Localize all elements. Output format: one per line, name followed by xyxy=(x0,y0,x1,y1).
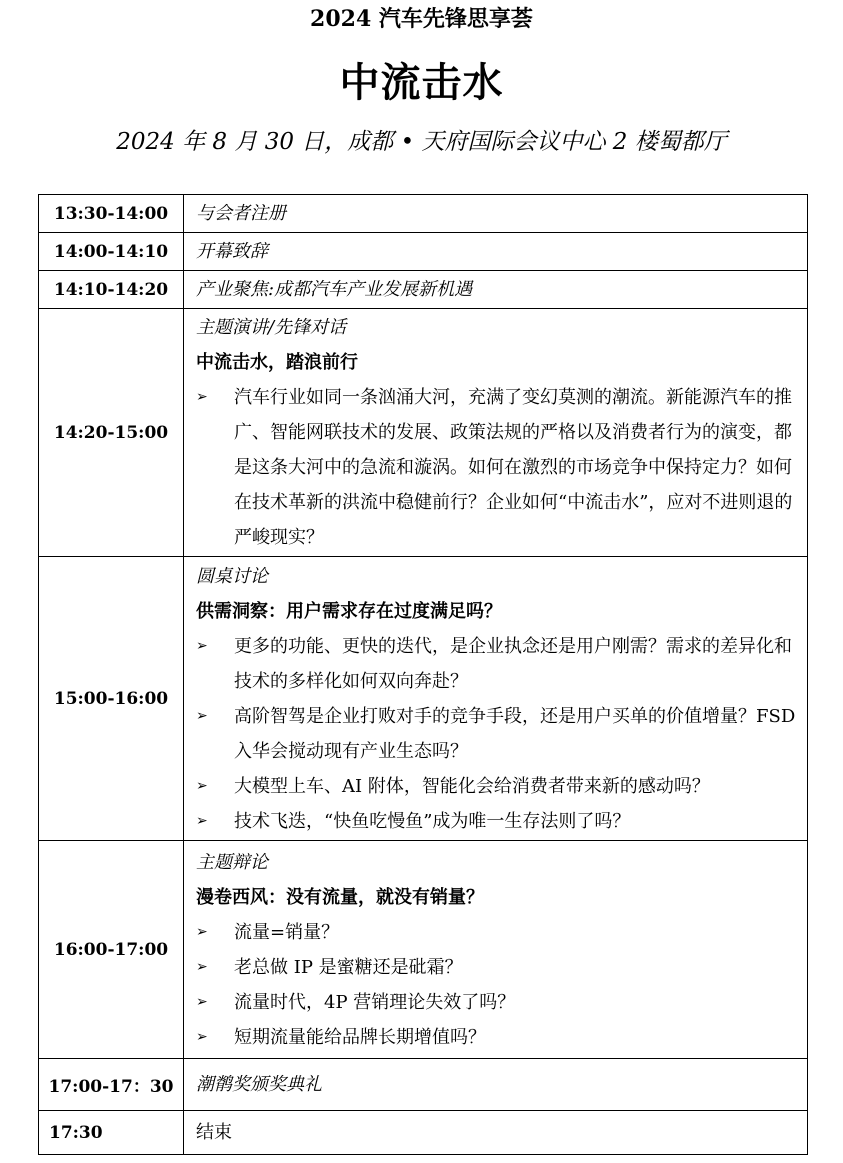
agenda-item-label xyxy=(184,1111,808,1155)
agenda-session xyxy=(184,309,808,557)
agenda-time: 17:30 xyxy=(39,1111,184,1155)
agenda-item-label xyxy=(184,271,808,309)
bullet-item xyxy=(196,950,799,985)
bullet-text: 高阶智驾是企业打败对手的竞争手段，还是用户买单的价值增量？FSD 入华会搅动现有产业生态吗？ xyxy=(234,705,796,762)
agenda-session xyxy=(184,841,808,1059)
arrow-bullet-icon: ➢ xyxy=(196,707,208,724)
bullet-item xyxy=(196,985,799,1020)
bullet-item xyxy=(196,699,799,769)
bullet-item xyxy=(196,769,799,804)
session-type: 主题辩论 xyxy=(196,851,268,873)
arrow-bullet-icon: ➢ xyxy=(196,993,208,1010)
arrow-bullet-icon: ➢ xyxy=(196,1028,208,1045)
agenda-item-label xyxy=(184,195,808,233)
agenda-row xyxy=(39,195,808,233)
agenda-row xyxy=(39,841,808,1059)
bullet-item xyxy=(196,915,799,950)
agenda-time: 15:00-16:00 xyxy=(39,557,184,841)
arrow-bullet-icon: ➢ xyxy=(196,958,208,975)
session-topic: 中流击水，踏浪前行 xyxy=(196,352,358,373)
bullet-item xyxy=(196,804,799,839)
arrow-bullet-icon: ➢ xyxy=(196,389,208,405)
bullet-item xyxy=(196,629,799,699)
agenda-label-text: 与会者注册 xyxy=(196,203,286,224)
agenda-row xyxy=(39,309,808,557)
agenda-label-text: 潮鹡奖颁奖典礼 xyxy=(196,1074,322,1095)
agenda-time: 14:20-15:00 xyxy=(39,309,184,557)
session-topic: 供需洞察：用户需求存在过度满足吗？ xyxy=(196,600,502,622)
bullet-item xyxy=(196,380,799,555)
bullet-text: 流量=销量？ xyxy=(234,921,340,943)
agenda-item-label xyxy=(184,1059,808,1111)
agenda-label-text: 产业聚焦:成都汽车产业发展新机遇 xyxy=(196,279,473,300)
bullet-text: 汽车行业如同一条汹涌大河，充满了变幻莫测的潮流。新能源汽车的推广、智能网联技术的发展、政策法规的严格以及消费者行为的演变，都是这条大河中的急流和漩涡。如何在激烈的市场竞争中保持定力？如何在技术革新的洪流中稳健前行？企业如何“中流击水”，应对不进则退的严峻现实？ xyxy=(234,387,793,548)
agenda-time: 14:10-14:20 xyxy=(39,271,184,309)
agenda-table xyxy=(38,194,808,1155)
bullet-text: 老总做 IP 是蜜糖还是砒霜？ xyxy=(234,956,463,978)
agenda-time: 16:00-17:00 xyxy=(39,841,184,1059)
agenda-item-label xyxy=(184,233,808,271)
arrow-bullet-icon: ➢ xyxy=(196,777,208,794)
bullet-item xyxy=(196,1020,799,1055)
agenda-label-text: 开幕致辞 xyxy=(196,241,268,262)
agenda-row xyxy=(39,1111,808,1155)
agenda-row xyxy=(39,271,808,309)
event-supertitle: 2024 汽车先锋思享荟 xyxy=(310,6,533,32)
session-topic: 漫卷西风：没有流量，就没有销量？ xyxy=(196,886,484,908)
agenda-row xyxy=(39,233,808,271)
agenda-label-text: 结束 xyxy=(196,1122,232,1143)
session-type: 圆桌讨论 xyxy=(196,565,268,587)
arrow-bullet-icon: ➢ xyxy=(196,923,208,940)
event-title: 中流击水 xyxy=(339,59,504,106)
bullet-text: 流量时代，4P 营销理论失效了吗？ xyxy=(234,991,516,1013)
bullet-text: 大模型上车、AI 附体，智能化会给消费者带来新的感动吗？ xyxy=(234,775,710,797)
bullet-text: 更多的功能、更快的迭代，是企业执念还是用户刚需？需求的差异化和技术的多样化如何双向奔赴？ xyxy=(234,635,792,692)
agenda-row xyxy=(39,557,808,841)
arrow-bullet-icon: ➢ xyxy=(196,812,208,829)
agenda-time: 17:00-17：30 xyxy=(39,1059,184,1111)
session-type: 主题演讲/先锋对话 xyxy=(196,317,347,338)
agenda-session xyxy=(184,557,808,841)
event-date-venue: 2024 年 8 月 30 日，成都 • 天府国际会议中心 2 楼蜀都厅 xyxy=(116,129,727,155)
agenda-row xyxy=(39,1059,808,1111)
bullet-text: 技术飞迭，“快鱼吃慢鱼”成为唯一生存法则了吗？ xyxy=(234,810,631,832)
arrow-bullet-icon: ➢ xyxy=(196,637,208,654)
bullet-text: 短期流量能给品牌长期增值吗？ xyxy=(234,1026,486,1048)
agenda-time: 13:30-14:00 xyxy=(39,195,184,233)
agenda-time: 14:00-14:10 xyxy=(39,233,184,271)
